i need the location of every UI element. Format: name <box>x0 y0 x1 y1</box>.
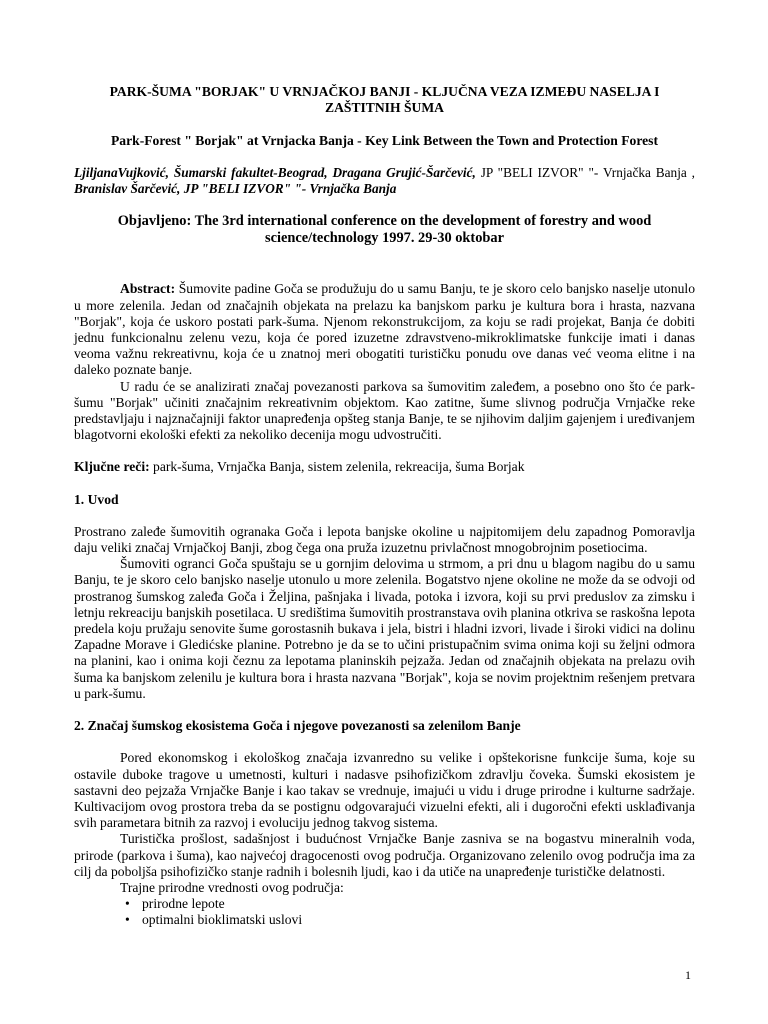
page-number: 1 <box>685 968 691 982</box>
keywords-text: park-šuma, Vrnjačka Banja, sistem zelenila, rekreacija, šuma Borjak <box>149 459 525 475</box>
page-content <box>74 84 695 929</box>
keywords-label: Ključne reči: <box>74 459 150 475</box>
author-affiliation: JP "BELI IZVOR" "- Vrnjačka Banja , <box>475 165 695 181</box>
section-2-paragraph-1: Pored ekonomskog i ekološkog značaja izvanredno su velike i opštekorisne funkcije šuma, koje su ostavile duboke tragove u umetnosti, kulturi i nadasve psihofizičkom zdravlju čoveka. Šumski ekosistem je sastavni deo pejzaža Vrnjačke Banje i kao takav se vrednuje, imajući u vidu i druge prirodne i kulturne sadržaje. Kultivacijom ovog prostora treba da se postignu odgovarajući vizuelni efekti, ali i dugoročni efekti usklađivanja svih parametara bitnih za razvoj i evoluciju jednog takvog sistema. <box>74 750 695 831</box>
abstract-paragraph-2: U radu će se analizirati značaj povezanosti parkova sa šumovitim zaleđem, a posebno ono što će park-šumu "Borjak" učiniti značajnim rekreativnim objektom. Kao zatitne, šume slivnog područja Vrnjačke reke predstavljaju i najznačajniji faktor unapređenja opšteg stanja Banje, te se njihovim daljim gajenjem i uređivanjem blagotvorni ekološki efekti za nekoliko decenija mogu udvostručiti. <box>74 378 695 443</box>
values-list <box>74 896 695 928</box>
section-2-heading: 2. Značaj šumskog ekosistema Goča i njegove povezanosti sa zelenilom Banje <box>74 718 521 734</box>
list-item <box>125 896 695 912</box>
authors <box>74 165 695 197</box>
paper-title: PARK-ŠUMA "BORJAK" U VRNJAČKOJ BANJI - KLJUČNA VEZA IZMEĐU NASELJA I ZAŠTITNIH ŠUMA <box>109 84 660 116</box>
section-2-paragraph-3: Trajne prirodne vrednosti ovog područja: <box>120 879 344 895</box>
section-2-paragraph-2: Turistička prošlost, sadašnjost i budućnost Vrnjačke Banje zasniva se na bogastvu mineralnih voda, prirode (parkova i šuma), kao najvećoj dragocenosti ovog područja. Organizovano zelenilo ovog područja ima za cilj da poboljša psihofizičko stanje radnih i bolesnih ljudi, kao i da utiče na unapređenje turističke delatnosti. <box>74 831 695 879</box>
abstract-paragraph-1 <box>74 281 695 378</box>
author-1: LjiljanaVujković, Šumarski fakultet-Beograd, Dragana Grujić-Šarčević, <box>74 165 476 181</box>
bullet-icon: • <box>125 896 130 912</box>
list-item-text: optimalni bioklimatski uslovi <box>142 912 303 928</box>
list-item-text: prirodne lepote <box>142 896 225 912</box>
bullet-icon: • <box>125 912 130 928</box>
author-3: Branislav Šarčević, JP "BELI IZVOR" "- Vrnjačka Banja <box>74 181 397 197</box>
keywords <box>74 459 695 475</box>
abstract-label: Abstract: <box>120 281 176 297</box>
publication-note: Objavljeno: The 3rd international conference on the development of forestry and wood science/technology 1997. 29-30 oktobar <box>117 213 652 247</box>
section-1-heading: 1. Uvod <box>74 491 119 507</box>
list-item <box>125 912 695 928</box>
section-1-paragraph-2: Šumoviti ogranci Goča spuštaju se u gornjim delovima u strmom, a pri dnu u blagom nagibu do u samu Banju, te je skoro celo banjsko naselje utonulo u more zelenila. Bogatstvo njene okoline ne može da se odvoji od prostranog šumskog zaleđa Goča i Željina, pašnjaka i livada, potoka i izvora, koji su prvi preduslov za zimsku i letnju rekreaciju banjskih posetilaca. U središtima šumovitih prostranstava ovih planina otkriva se raskošna lepota predela koju pružaju senovite šume gorostasnih bukava i jela, bistri i hladni izvori, livade i široki vidici na dolinu Zapadne Morave i Gledićske planine. Potrebno je da se to učini pristupačnim svima onima koji su željni odmora na planini, kao i onima koji čeznu za lepotama planinskih pejzaža. Jedan od značajnih objekata na prelazu ovih šuma ka banjskom zelenilu je kultura bora i hrasta nazvana "Borjak", koja se novim projektnim rešenjem pretvara u park-šumu. <box>74 556 695 701</box>
paper-subtitle: Park-Forest " Borjak" at Vrnjacka Banja - Key Link Between the Town and Protection Forest <box>111 132 658 148</box>
section-1-paragraph-1: Prostrano zaleđe šumovitih ogranaka Goča i lepota banjske okoline u najpitomijem delu zapadnog Pomoravlja daju veliki značaj Vrnjačkoj Banji, zbog čega ona pruža izuzetnu privlačnost mnogobrojnim posetiocima. <box>74 523 695 556</box>
abstract-text-1: Šumovite padine Goča se produžuju do u samu Banju, te je skoro celo banjsko naselje utonulo u more zelenila. Jedan od značajnih objekata na prelazu ka banjskom parku je kultura bora i hrasta, nazvana "Borjak", koja će uskoro postati park-šuma. Njenom rekonstrukcijom, za koju se radi projekat, Banja će dobiti jednu funkcionalnu zelenu vezu, koja će pored izuzetne zdravstveno-mikroklimatske funkcije imati i danas veoma važnu rekreativnu, koja će u znatnoj meri obogatiti turističku ponudu ove danas već veoma elitne i na daleko poznate banje. <box>74 281 695 378</box>
